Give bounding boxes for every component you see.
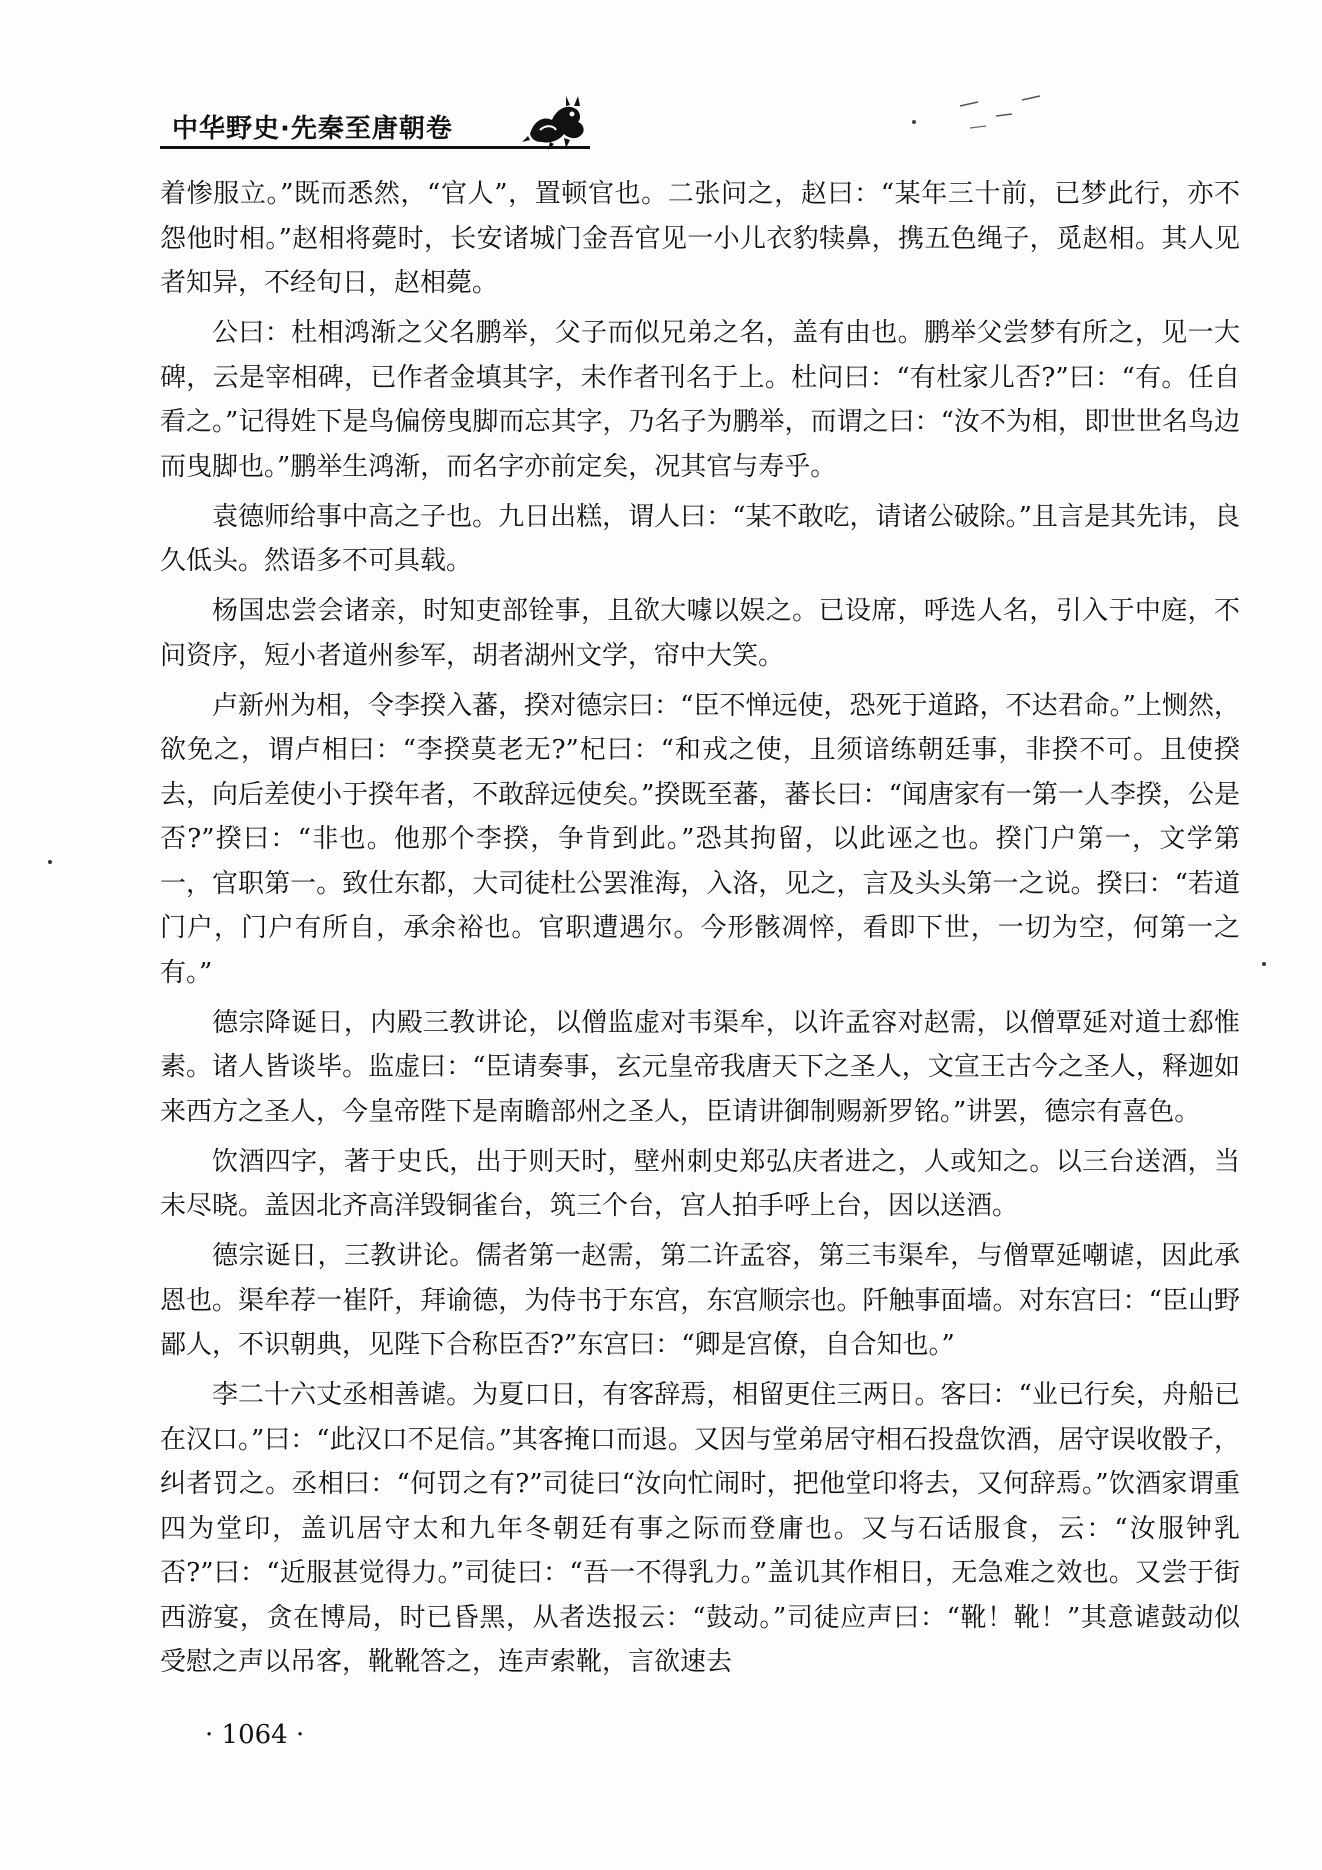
scan-dot (48, 860, 52, 864)
scan-dot (1262, 962, 1266, 966)
paragraph-7: 饮酒四字，著于史氏，出于则天时，壁州刺史郑弘庆者进之，人或知之。以三台送酒，当未尽晓。盖因北齐高洋毁铜雀台，筑三个台，宫人拍手呼上台，因以送酒。 (160, 1146, 1240, 1221)
page-number: · 1064 · (205, 1720, 305, 1750)
paragraph-2: 公曰：杜相鸿渐之父名鹏举，父子而似兄弟之名，盖有由也。鹏举父尝梦有所之，见一大碑，云是宰相碑，已作者金填其字，未作者刊名于上。杜问曰：“有杜家儿否?”曰：“有。任自看之。”记得姓下是鸟偏傍曳脚而忘其字，乃名子为鹏举，而谓之曰：“汝不为相，即世世名鸟边而曳脚也。”鹏举生鸿渐，而名字亦前定矣，况其官与寿乎。 (160, 318, 1240, 482)
dragon-emblem-icon (520, 90, 590, 152)
running-header (160, 90, 1260, 160)
header-rule (160, 146, 590, 149)
header-title: 中华野史·先秦至唐朝卷 (172, 114, 453, 144)
paragraph-9: 李二十六丈丞相善谑。为夏口日，有客辞焉，相留更住三两日。客曰：“业已行矣，舟船已在汉口。”曰：“此汉口不足信。”其客掩口而退。又因与堂弟居守相石投盘饮酒，居守误收骰子，纠者罚之。丞相曰：“何罚之有?”司徒曰“汝向忙闹时，把他堂印将去，又何辞焉。”饮酒家谓重四为堂印，盖讥居守太和九年冬朝廷有事之际而登庸也。又与石话服食，云：“汝服钟乳否?”曰：“近服甚觉得力。”司徒曰：“吾一不得乳力。”盖讥其作相日，无急难之效也。又尝于街西游宴，贪在博局，时已昏黑，从者迭报云：“鼓动。”司徒应声曰：“靴！靴！”其意谑鼓动似受慰之声以吊客，靴靴答之，连声索靴，言欲速去 (160, 1380, 1240, 1677)
body-text (160, 172, 1240, 1690)
paragraph-6: 德宗降诞日，内殿三教讲论，以僧监虚对韦渠牟，以许孟容对赵需，以僧覃延对道士郄惟素。诸人皆谈毕。监虚曰：“臣请奏事，玄元皇帝我唐天下之圣人，文宣王古今之圣人，释迦如来西方之圣人，今皇帝陛下是南瞻部州之圣人，臣请讲御制赐新罗铭。”讲罢，德宗有喜色。 (160, 1007, 1240, 1127)
paragraph-1: 着惨服立。”既而悉然，“官人”，置顿官也。二张问之，赵曰：“某年三十前，已梦此行，亦不怨他时相。”赵相将薨时，长安诸城门金吾官见一小儿衣豹犊鼻，携五色绳子，觅赵相。其人见者知异，不经旬日，赵相薨。 (160, 179, 1240, 298)
paragraph-5: 卢新州为相，令李揆入蕃，揆对德宗曰：“臣不惮远使，恐死于道路，不达君命。”上恻然，欲免之，谓卢相曰：“李揆莫老无?”杞曰：“和戎之使，且须谙练朝廷事，非揆不可。且使揆去，向后差使小于揆年者，不敢辞远使矣。”揆既至蕃，蕃长曰：“闻唐家有一第一人李揆，公是否?”揆曰：“非也。他那个李揆，争肯到此。”恐其拘留，以此诬之也。揆门户第一，文学第一，官职第一。致仕东都，大司徒杜公罢淮海，入洛，见之，言及头头第一之说。揆曰：“若道门户，门户有所自，承余裕也。官职遭遇尔。今形骸凋悴，看即下世，一切为空，何第一之有。” (160, 690, 1240, 988)
paragraph-4: 杨国忠尝会诸亲，时知吏部铨事，且欲大噱以娱之。已设席，呼选人名，引入于中庭，不问资序，短小者道州参军，胡者湖州文学，帘中大笑。 (160, 596, 1240, 671)
paragraph-3: 袁德师给事中高之子也。九日出糕，谓人曰：“某不敢吃，请诸公破除。”且言是其先讳，良久低头。然语多不可具载。 (160, 501, 1240, 576)
scan-speckle (900, 92, 1060, 152)
paragraph-8: 德宗诞日，三教讲论。儒者第一赵需，第二许孟容，第三韦渠牟，与僧覃延嘲谑，因此承恩也。渠牟荐一崔阡，拜谕德，为侍书于东宫，东宫顺宗也。阡触事面墙。对东宫曰：“臣山野鄙人，不识朝典，见陛下合称臣否?”东宫曰：“卿是宫僚，自合知也。” (160, 1241, 1240, 1360)
